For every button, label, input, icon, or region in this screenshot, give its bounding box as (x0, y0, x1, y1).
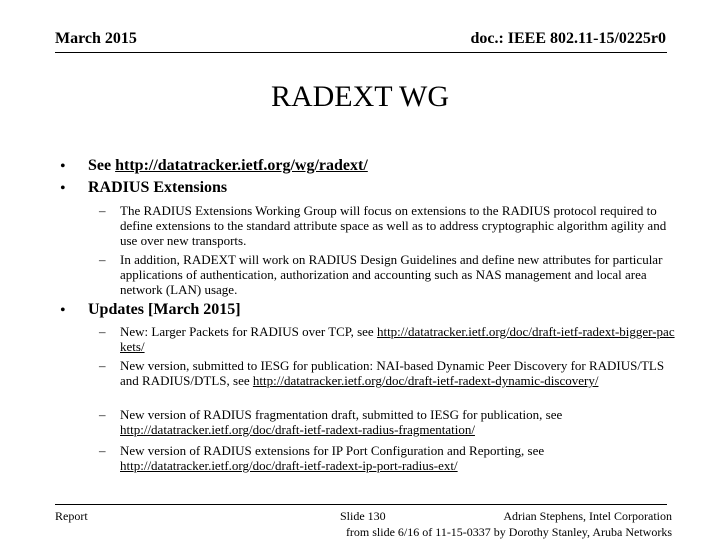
footer-author: Adrian Stephens, Intel Corporation (503, 509, 672, 523)
sub-bullet-guidelines: In addition, RADEXT will work on RADIUS Design Guidelines and define new attributes for particular applications of authentication, authorization and accounting such as NAS management and local area network (LAN) usage. (120, 252, 663, 297)
update-3-text: New version of RADIUS fragmentation draft, submitted to IESG for publication, see (120, 407, 563, 422)
ip-port-radius-ext-link[interactable]: http://datatracker.ietf.org/doc/draft-ietf-radext-ip-port-radius-ext/ (120, 458, 458, 473)
bullet-dot: • (60, 180, 66, 197)
dynamic-discovery-link[interactable]: http://datatracker.ietf.org/doc/draft-ietf-radext-dynamic-discovery/ (252, 373, 599, 388)
footer-rule (55, 504, 667, 505)
bullet-dot: • (60, 158, 66, 175)
update-4-text: New version of RADIUS extensions for IP Port Configuration and Reporting, see (120, 443, 545, 458)
see-prefix: See (88, 157, 116, 174)
update-item-1 (120, 324, 675, 354)
bullet-updates: Updates [March 2015] (88, 301, 241, 318)
update-item-3 (120, 407, 675, 437)
sub-bullet-dash: – (99, 443, 106, 458)
update-1-text: New: Larger Packets for RADIUS over TCP, see (120, 324, 377, 339)
update-item-2 (120, 358, 675, 388)
footer-report: Report (55, 509, 88, 523)
header-rule (55, 52, 667, 53)
update-2-text: New version, submitted to IESG for publication: NAI-based Dynamic Peer Discovery for RADIUS/TLS and RADIUS/DTLS, see (120, 358, 665, 388)
sub-bullet-dash: – (99, 252, 106, 267)
footer-source: from slide 6/16 of 11-15-0337 by Dorothy Stanley, Aruba Networks (345, 525, 672, 539)
bullet-dot: • (60, 302, 66, 319)
sub-bullet-dash: – (99, 358, 106, 373)
slide-title: RADEXT WG (270, 80, 450, 113)
wg-link[interactable]: http://datatracker.ietf.org/wg/radext/ (115, 157, 368, 174)
sub-bullet-dash: – (99, 324, 106, 339)
bullet-see (88, 157, 368, 175)
bullet-radius-extensions: RADIUS Extensions (88, 179, 228, 196)
footer-slide-number: Slide 130 (340, 509, 386, 523)
sub-bullet-dash: – (99, 203, 106, 218)
update-item-4 (120, 443, 675, 473)
sub-bullet-focus: The RADIUS Extensions Working Group will focus on extensions to the RADIUS protocol required to define extensions to the standard attribute space as well as to address cryptographic algorithm agility and use over new transports. (120, 203, 667, 248)
header-doc-id: doc.: IEEE 802.11-15/0225r0 (470, 30, 666, 47)
radius-fragmentation-link[interactable]: http://datatracker.ietf.org/doc/draft-ietf-radext-radius-fragmentation/ (120, 422, 475, 437)
header-date: March 2015 (55, 30, 137, 47)
bigger-packets-link[interactable]: http://datatracker.ietf.org/doc/draft-ietf-radext-bigger-packets/ (120, 324, 675, 354)
sub-bullet-dash: – (99, 407, 106, 422)
